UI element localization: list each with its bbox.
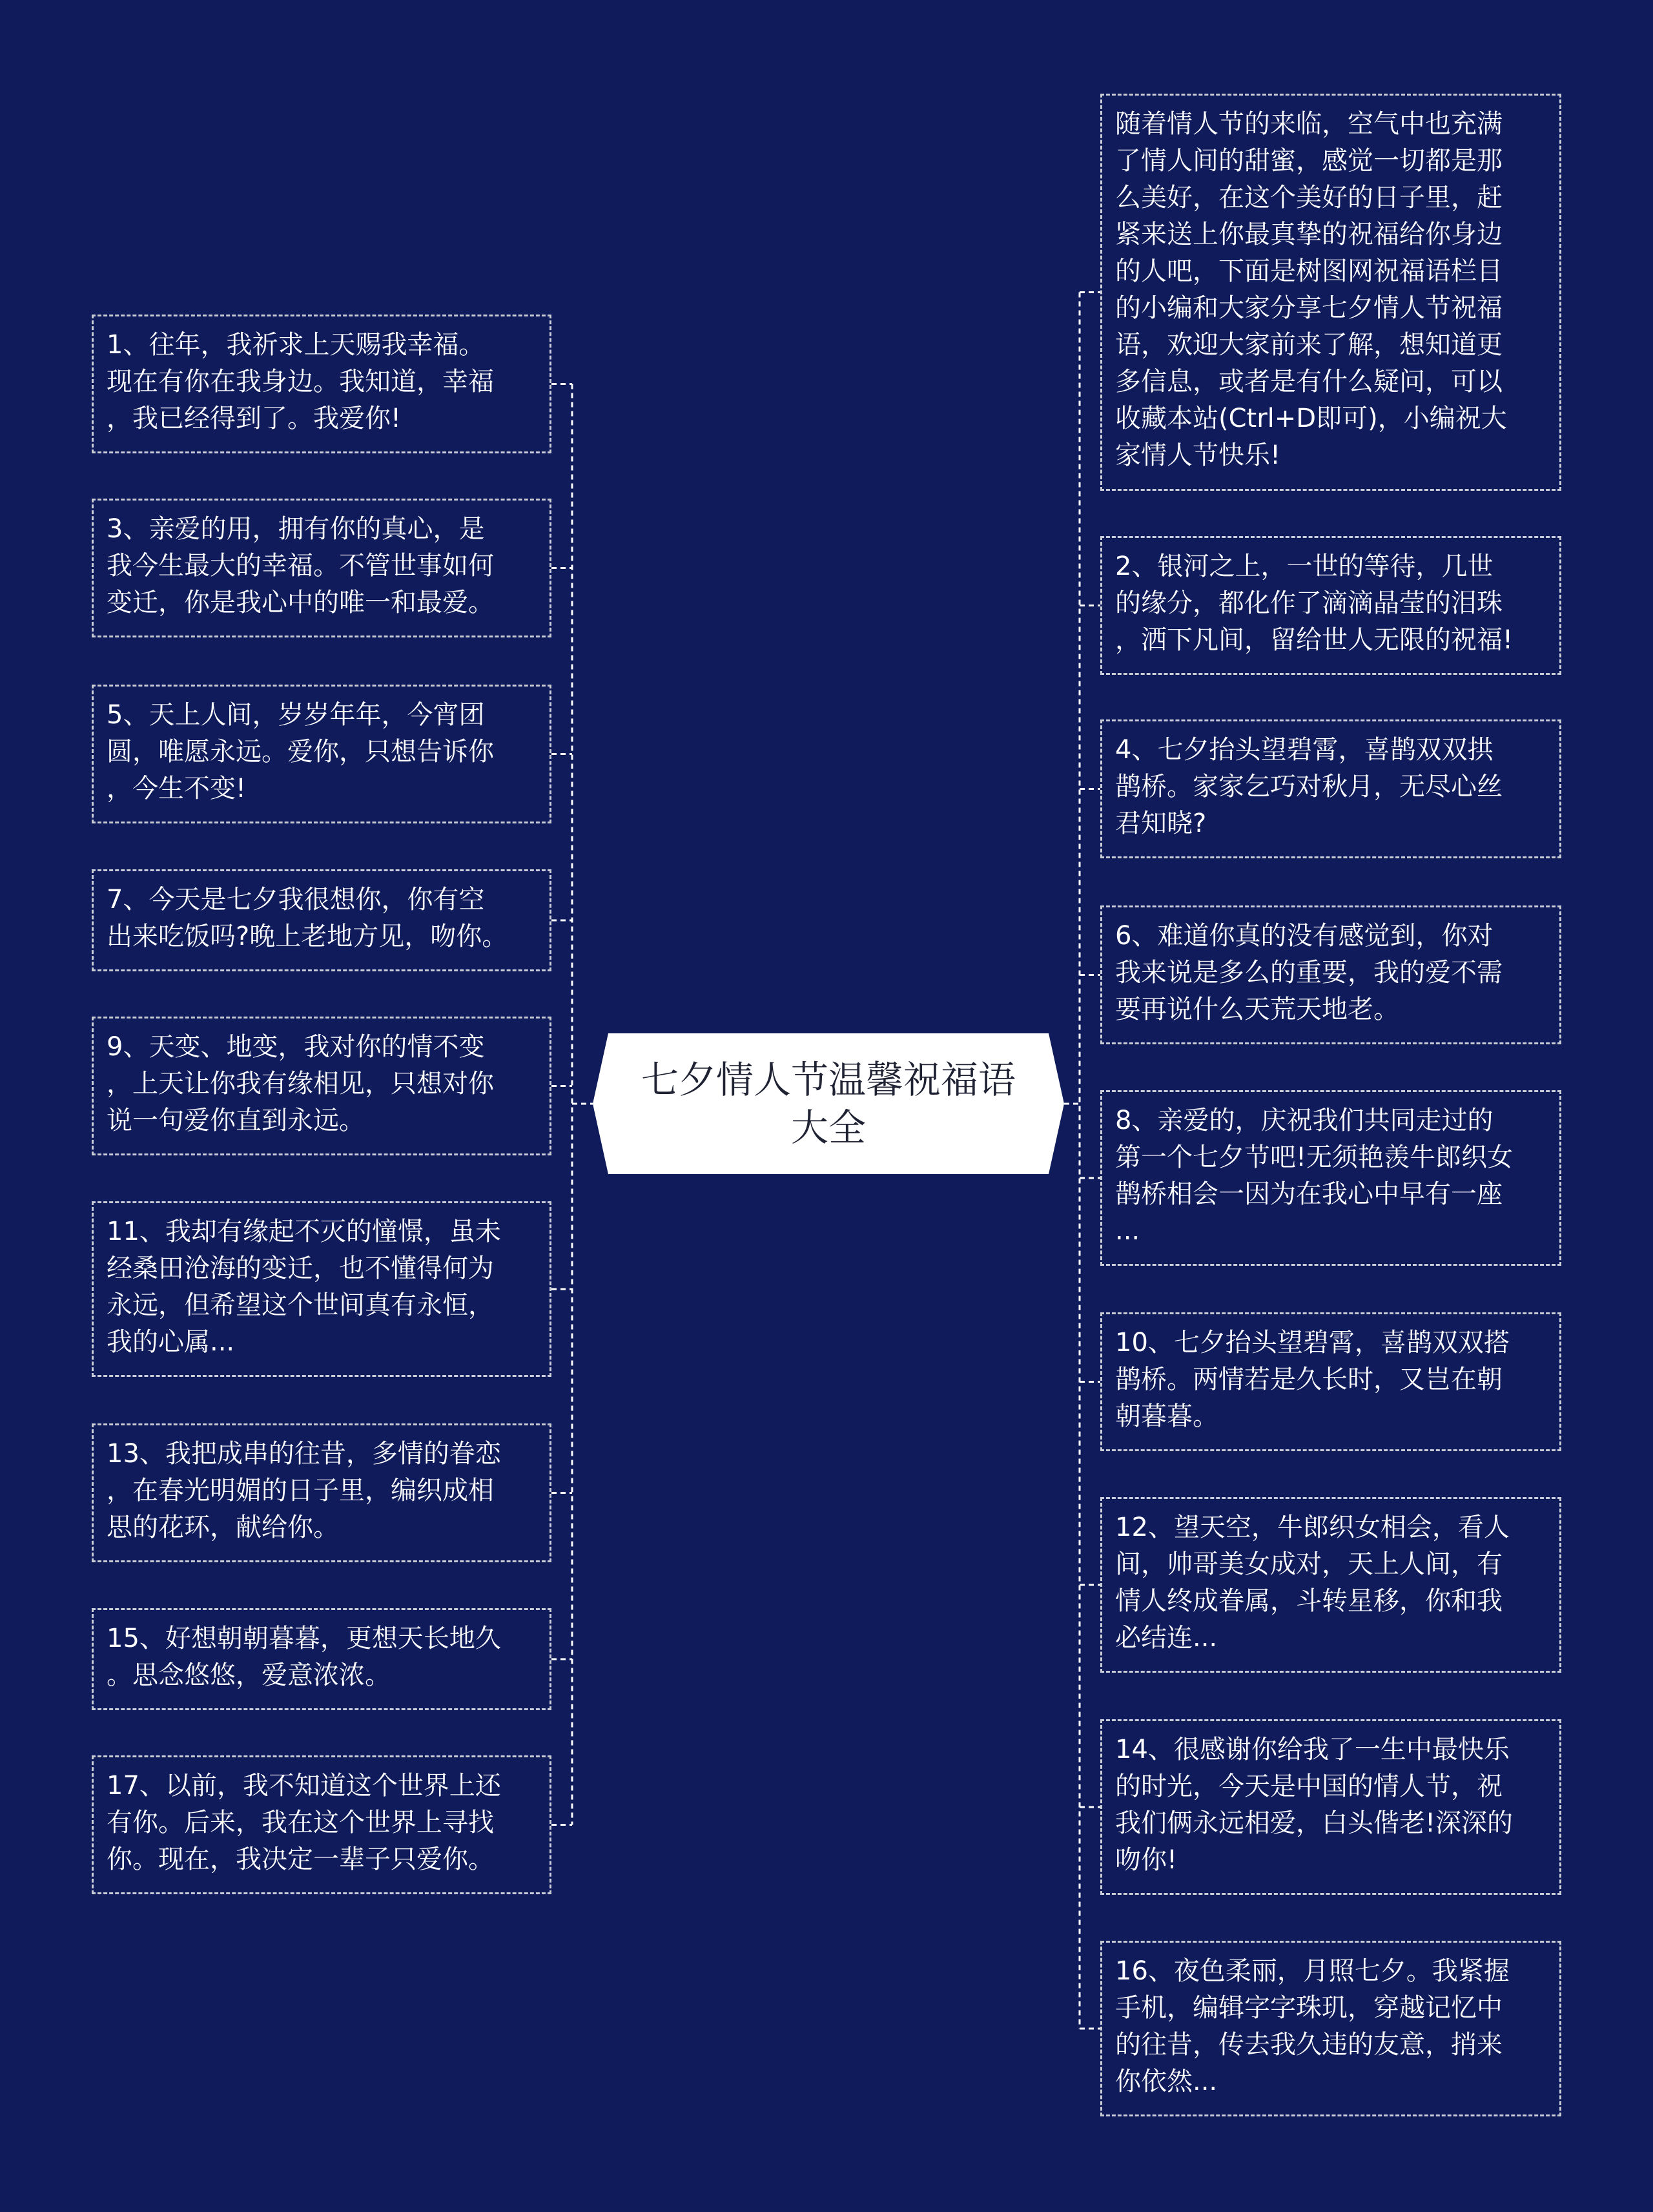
center-topic-node[interactable] [593, 1033, 1064, 1174]
left-node-9[interactable]: 9、天变、地变，我对你的情不变 ，上天让你我有缘相见，只想对你 说一句爱你直到永远。 [92, 1017, 551, 1155]
left-node-13[interactable]: 13、我把成串的往昔，多情的眷恋 ，在春光明媚的日子里，编织成相 思的花环，献给你。 [92, 1423, 551, 1562]
right-node-14[interactable]: 14、很感谢你给我了一生中最快乐 的时光，今天是中国的情人节，祝 我们俩永远相爱，白头偕老!深深的 吻你! [1100, 1719, 1561, 1895]
left-node-7[interactable]: 7、今天是七夕我很想你，你有空 出来吃饭吗?晚上老地方见，吻你。 [92, 869, 551, 971]
right-node-2[interactable]: 2、银河之上，一世的等待，几世 的缘分，都化作了滴滴晶莹的泪珠 ，洒下凡间，留给世人无限的祝福! [1100, 536, 1561, 675]
left-node-5[interactable]: 5、天上人间，岁岁年年，今宵团 圆，唯愿永远。爱你，只想告诉你 ，今生不变! [92, 685, 551, 823]
left-node-15[interactable]: 15、好想朝朝暮暮，更想天长地久 。思念悠悠，爱意浓浓。 [92, 1608, 551, 1710]
left-node-11[interactable]: 11、我却有缘起不灭的憧憬，虽未 经桑田沧海的变迁，也不懂得何为 永远，但希望这个世间真有永恒， 我的心属... [92, 1201, 551, 1377]
left-node-17[interactable]: 17、以前，我不知道这个世界上还 有你。后来，我在这个世界上寻找 你。现在，我决定一辈子只爱你。 [92, 1755, 551, 1894]
left-node-1[interactable]: 1、往年，我祈求上天赐我幸福。 现在有你在我身边。我知道，幸福 ，我已经得到了。我爱你! [92, 315, 551, 453]
right-node-16[interactable]: 16、夜色柔丽，月照七夕。我紧握 手机，编辑字字珠玑，穿越记忆中 的往昔，传去我久违的友意，捎来 你依然... [1100, 1941, 1561, 2116]
left-node-3[interactable]: 3、亲爱的用，拥有你的真心，是 我今生最大的幸福。不管世事如何 变迁，你是我心中的唯一和最爱。 [92, 499, 551, 637]
right-node-intro[interactable]: 随着情人节的来临，空气中也充满 了情人间的甜蜜，感觉一切都是那 么美好，在这个美好的日子里，赶 紧来送上你最真挚的祝福给你身边 的人吧，下面是树图网祝福语栏目 的小编和大家分享七夕情人节祝福 语，欢迎大家前来了解，想知道更 多信息，或者是有什么疑问，可以 收藏本站(Ctrl+D即可)，小编祝大 家情人节快乐! [1100, 94, 1561, 491]
right-node-6[interactable]: 6、难道你真的没有感觉到，你对 我来说是多么的重要，我的爱不需 要再说什么天荒天地老。 [1100, 905, 1561, 1044]
right-node-12[interactable]: 12、望天空，牛郎织女相会，看人 间，帅哥美女成对，天上人间，有 情人终成眷属，斗转星移，你和我 必结连... [1100, 1497, 1561, 1673]
center-topic-title: 七夕情人节温馨祝福语大全 [641, 1058, 1016, 1150]
right-node-10[interactable]: 10、七夕抬头望碧霄，喜鹊双双搭 鹊桥。两情若是久长时，又岂在朝 朝暮暮。 [1100, 1312, 1561, 1451]
right-node-4[interactable]: 4、七夕抬头望碧霄，喜鹊双双拱 鹊桥。家家乞巧对秋月，无尽心丝 君知晓? [1100, 719, 1561, 858]
right-node-8[interactable]: 8、亲爱的，庆祝我们共同走过的 第一个七夕节吧!无须艳羡牛郎织女 鹊桥相会一因为在我心中早有一座 ... [1100, 1090, 1561, 1266]
